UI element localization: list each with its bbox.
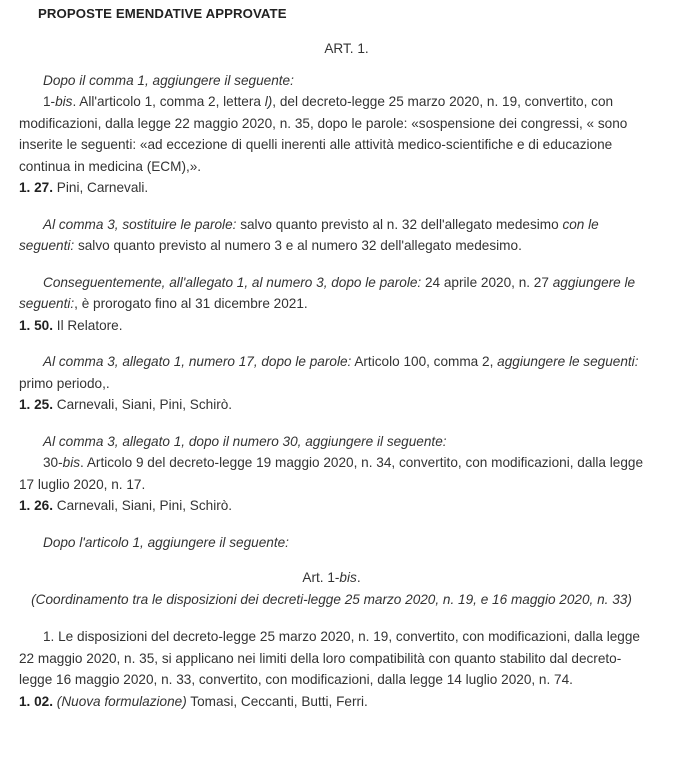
text-segment: . Articolo 9 del decreto-legge 19 maggio 2020, n. 34, convertito, con modificazioni, dalla legge 17 luglio 2020, n. 17. bbox=[19, 455, 644, 492]
text-segment: , del decreto-legge 25 marzo 2020, n. 19, convertito, con modificazioni, dalla legge 22 maggio 2020, n. 35, dopo le parole: «sospensione dei congressi, « sono inserite le seguenti: «ad eccezione di quelli inerenti alle attività medico-scientifiche e di educazione continua in medicina (ECM),». bbox=[19, 94, 628, 174]
text-segment-italic: bis bbox=[62, 455, 81, 470]
text-segment: , è prorogato fino al 31 dicembre 2021. bbox=[74, 296, 308, 311]
amendment-code: 1. 27. bbox=[19, 180, 54, 195]
amendment-signers: Carnevali, Siani, Pini, Schirò. bbox=[53, 397, 233, 412]
amendment-signature bbox=[19, 394, 644, 416]
amendment-signers: Carnevali, Siani, Pini, Schirò. bbox=[53, 498, 233, 513]
reformulation-note: (Nuova formulazione) bbox=[56, 693, 187, 709]
amendment-code: 1. 02. bbox=[19, 693, 54, 709]
amendment-code: 1. 26. bbox=[19, 498, 54, 513]
text-segment: Art. 1- bbox=[302, 570, 340, 585]
amendment-signers: Il Relatore. bbox=[53, 317, 123, 333]
text-segment-italic: bis bbox=[55, 94, 73, 109]
amendment-1-02-intro bbox=[19, 532, 644, 554]
amendment-1-25 bbox=[19, 351, 644, 416]
amendment-instruction: Al comma 3, allegato 1, numero 17, dopo le parole: bbox=[43, 354, 352, 369]
amendment-signers: Pini, Carnevali. bbox=[53, 180, 149, 195]
amendment-instruction: aggiungere le seguenti: bbox=[19, 274, 636, 311]
amendment-signers: Tomasi, Ceccanti, Butti, Ferri. bbox=[186, 693, 368, 709]
amendment-instruction: Dopo il comma 1, aggiungere il seguente: bbox=[43, 72, 294, 88]
amendment-instruction: Al comma 3, sostituire le parole: bbox=[43, 216, 237, 232]
new-article-title bbox=[19, 567, 644, 589]
article-title: ART. 1. bbox=[324, 41, 369, 56]
text-segment: salvo quanto previsto al n. 32 dell'allegato medesimo bbox=[236, 216, 563, 232]
text-segment: . bbox=[356, 570, 361, 585]
amendment-text bbox=[19, 452, 644, 495]
new-article-subtitle: (Coordinamento tra le disposizioni dei decreti-legge 25 marzo 2020, n. 19, e 16 maggio 2020, n. 33) bbox=[31, 591, 632, 607]
amendment-signature bbox=[19, 177, 644, 199]
text-segment-italic: bis bbox=[339, 570, 357, 585]
document bbox=[19, 4, 644, 727]
text-segment: 1- bbox=[43, 94, 56, 109]
amendment-instruction: Dopo l'articolo 1, aggiungere il seguente: bbox=[43, 534, 289, 550]
text-segment: . All'articolo 1, comma 2, lettera bbox=[72, 94, 265, 109]
text-segment-italic: l) bbox=[264, 94, 273, 109]
amendment-1-02 bbox=[19, 626, 644, 712]
amendment-comma-3 bbox=[19, 214, 644, 257]
amendment-text bbox=[19, 272, 644, 315]
amendment-code: 1. 25. bbox=[19, 397, 54, 412]
amendment-signature bbox=[19, 315, 644, 337]
text-segment: salvo quanto previsto al numero 3 e al numero 32 dell'allegato medesimo. bbox=[74, 238, 522, 253]
text-segment: 30- bbox=[43, 455, 63, 470]
text-segment: 24 aprile 2020, n. 27 bbox=[421, 274, 553, 290]
amendment-instruction: Al comma 3, allegato 1, dopo il numero 30, aggiungere il seguente: bbox=[43, 433, 447, 449]
text-segment: Articolo 100, comma 2, bbox=[351, 354, 498, 369]
text-segment: primo periodo,. bbox=[19, 375, 110, 391]
document-heading: PROPOSTE EMENDATIVE APPROVATE bbox=[38, 6, 287, 21]
amendment-instruction: aggiungere le seguenti: bbox=[497, 354, 639, 369]
new-article-heading bbox=[19, 567, 644, 610]
amendment-1-26 bbox=[19, 431, 644, 517]
amendment-text bbox=[19, 351, 644, 394]
amendment-instruction: con le seguenti: bbox=[19, 216, 599, 253]
amendment-1-50 bbox=[19, 272, 644, 337]
amendment-text bbox=[19, 214, 644, 257]
amendment-1-27 bbox=[19, 70, 644, 199]
amendment-text: 1. Le disposizioni del decreto-legge 25 marzo 2020, n. 19, convertito, con modificazioni, dalla legge 22 maggio 2020, n. 35, si applicano nei limiti della loro compatibilità con quanto stabilito dal decreto-legge 16 maggio 2020, n. 33, convertito, con modificazioni, dalla legge 14 luglio 2020, n. 74. bbox=[19, 629, 640, 687]
amendment-signature bbox=[19, 495, 644, 517]
amendment-code: 1. 50. bbox=[19, 317, 54, 333]
amendment-signature bbox=[19, 691, 644, 713]
amendment-text bbox=[19, 91, 644, 177]
amendment-instruction: Conseguentemente, all'allegato 1, al numero 3, dopo le parole: bbox=[43, 274, 422, 290]
